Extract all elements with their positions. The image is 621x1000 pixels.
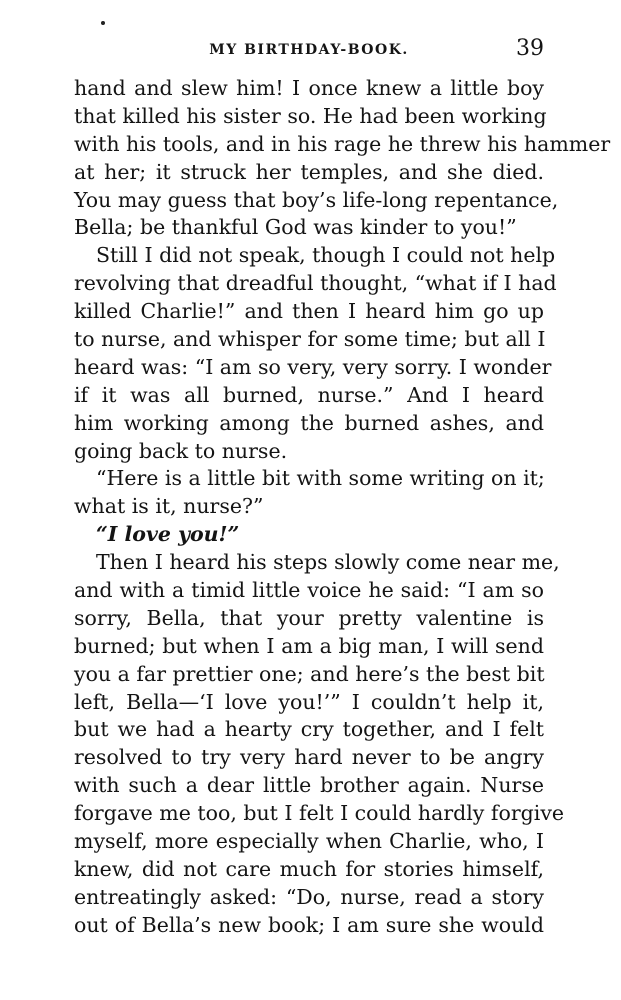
text-line: entreatingly asked: “Do, nurse, read a story	[74, 884, 544, 909]
text-line: myself, more especially when Charlie, who, I	[74, 829, 544, 854]
text-line: sorry, Bella, that your pretty valentine is	[74, 605, 544, 630]
text-line: left, Bella—‘I love you!’” I couldn’t help it,	[74, 689, 544, 714]
text-line: resolved to try very hard never to be angry	[74, 745, 544, 770]
text-line: Bella; be thankful God was kinder to you!”	[74, 215, 517, 240]
text-line: to nurse, and whisper for some time; but all I	[74, 327, 546, 352]
text-line: if it was all burned, nurse.” And I heard	[74, 382, 544, 407]
text-line: revolving that dreadful thought, “what if I had	[74, 271, 557, 296]
text-line: Then I heard his steps slowly come near me,	[96, 550, 560, 575]
text-line: knew, did not care much for stories himself,	[74, 856, 544, 881]
text-line: you a far prettier one; and here’s the best bit	[74, 661, 545, 686]
text-line: but we had a hearty cry together, and I felt	[74, 717, 544, 742]
text-line: heard was: “I am so very, very sorry. I wonder	[74, 354, 552, 379]
text-line: “Here is a little bit with some writing on it;	[96, 466, 545, 491]
text-line: going back to nurse.	[74, 438, 288, 463]
ink-speck	[101, 21, 105, 25]
text-line: hand and slew him! I once knew a little boy	[74, 76, 544, 100]
text-line: forgave me too, but I felt I could hardly forgive	[74, 801, 565, 826]
running-head	[74, 34, 544, 64]
running-title: MY BIRTHDAY-BOOK.	[209, 42, 409, 58]
text-line: out of Bella’s new book; I am sure she would	[74, 912, 544, 937]
text-line: at her; it struck her temples, and she died.	[74, 159, 544, 184]
text-line: and with a timid little voice he said: “I am so	[74, 578, 544, 603]
text-line: with his tools, and in his rage he threw his hammer	[74, 131, 611, 156]
text-line: that killed his sister so. He had been working	[74, 103, 547, 128]
text-line: what is it, nurse?”	[74, 494, 264, 519]
body-text	[74, 75, 611, 940]
text-line: with such a dear little brother again. Nurse	[74, 773, 544, 798]
text-line: killed Charlie!” and then I heard him go up	[74, 299, 544, 324]
text-line: burned; but when I am a big man, I will send	[74, 633, 544, 658]
text-line: Still I did not speak, though I could not help	[96, 243, 556, 268]
text-line: him working among the burned ashes, and	[74, 410, 544, 435]
page-number: 39	[516, 36, 544, 61]
text-line: You may guess that boy’s life-long repentance,	[74, 187, 559, 212]
text-line: “I love you!”	[96, 522, 240, 547]
